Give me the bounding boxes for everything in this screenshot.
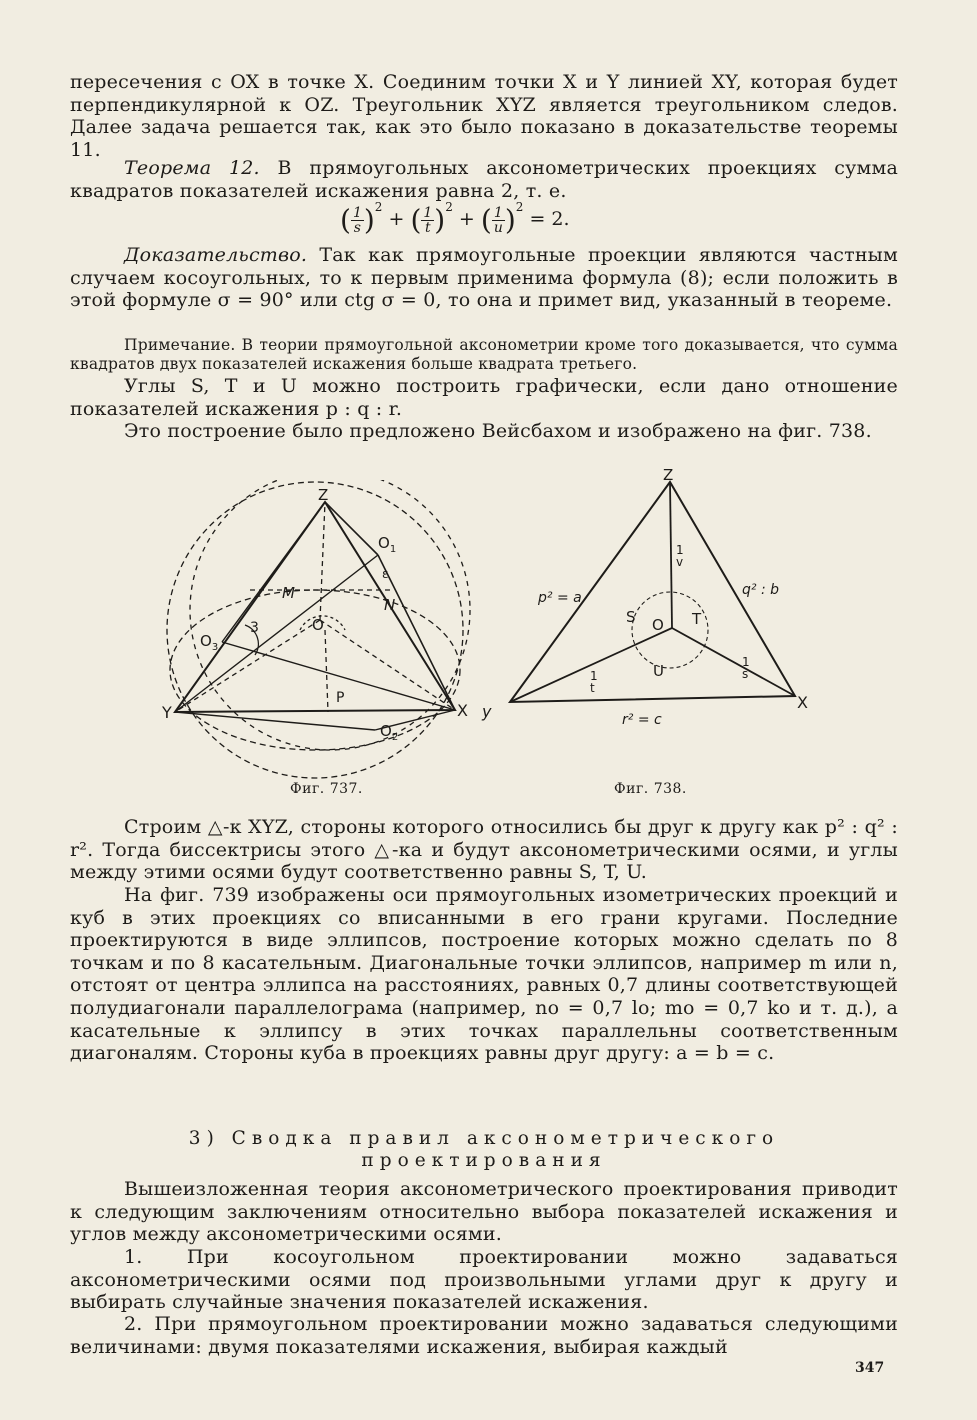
label-o: O [312, 616, 324, 634]
label-r2c: r² = c [622, 712, 662, 728]
label-t: T [692, 610, 702, 628]
label-n: N [384, 596, 396, 614]
axis-oy [175, 620, 320, 712]
label-o: O [652, 616, 664, 634]
proof-text: Так как прямоугольные проекции являются частным случаем косоугольных, то к первым применима формула (8); если положить в этой формуле σ = 90° или ctg σ = 0, то она и примет вид, указанный в теореме. [70, 244, 898, 312]
label-p2a: p² = a [538, 590, 582, 606]
caption-fig-737: Фиг. 737. [290, 781, 363, 797]
label-3: 3 [250, 620, 259, 636]
label-q2b: q² : b [742, 582, 780, 598]
label-inv-v: 1 v [676, 543, 684, 569]
page-number: 347 [855, 1360, 885, 1376]
line-y-o2 [175, 712, 375, 730]
paragraph-intersection [70, 71, 898, 161]
paragraph-text: пересечения с OX в точке X. Соединим точки X и Y линией XY, которая будет перпендикулярной к OZ. Треугольник XYZ является треугольником следов. Далее задача решается так, как это было показано в доказательстве теоремы 11. [70, 71, 898, 161]
paragraph-summary: Вышеизложенная теория аксонометрического проектирования приводит к следующим заключениям относительно выбора показателей искажения и углов между аксонометрическими осями. [70, 1178, 898, 1246]
paragraph-angles: Углы S, T и U можно построить графически, если дано отношение показателей искажения p : q : r. [70, 375, 898, 420]
paragraph-weisbach: Это построение было предложено Вейсбахом и изображено на фиг. 738. [124, 420, 872, 442]
section-heading: 3) Сводка правил аксонометрического проектирования [188, 1128, 780, 1171]
figure-737 [160, 480, 490, 780]
line-o3-z [222, 502, 325, 642]
proof-label: Доказательство. [124, 244, 308, 266]
bisector-z [670, 482, 672, 628]
angle-circle [632, 592, 708, 668]
label-o3: $O_3$ [200, 632, 219, 653]
axis-oz [320, 502, 325, 620]
line-z-o1 [325, 502, 378, 555]
triangle-xyz [175, 502, 455, 712]
theorem-12 [70, 157, 898, 202]
paragraph-construction: Строим △-к XYZ, стороны которого относились бы друг к другу как p² : q² : r². Тогда биссектрисы этого △-ка и будут аксонометрическими осями, и углы между этими осями будут соответственно равны S, T, U. [70, 816, 898, 884]
sum-of-squares-formula: ( $\frac{1}{s}$ )$^2$ + ( $\frac{1}{t}$ )$^2$ + ( $\frac{1}{u}$ )$^2$ = 2. [340, 200, 570, 237]
line-o1-x [378, 555, 455, 710]
dashed-ellipse [170, 590, 460, 750]
label-x: X [797, 693, 808, 712]
label-x: X [457, 701, 468, 720]
label-inv-s: 1 s [742, 655, 750, 681]
caption-fig-738: Фиг. 738. [614, 781, 687, 797]
theorem-label: Теорема 12. [124, 157, 260, 179]
rule-1: 1. При косоугольном проектировании можно задаваться аксонометрическими осями под произвольными углами друг к другу и выбирать случайные значения показателей искажения. [70, 1246, 898, 1314]
label-o2: $O_2$ [380, 722, 399, 743]
label-m: M [282, 584, 295, 602]
paragraph-fig-739: На фиг. 739 изображены оси прямоугольных изометрических проекций и куб в этих проекциях со вписанными в его грани кругами. Последние проектируются в виде эллипсов, построение которых можно сделать по 8 точкам и по 8 касательным. Диагональные точки эллипсов, например m или n, отстоят от центра эллипса на расстояниях, равных 0,7 длины соответствующей полудиагонали параллелограма (например, no = 0,7 lo; mo = 0,7 ko и т. д.), а касательные к эллипсу в этих точках параллельны соответственным диагоналям. Стороны куба в проекциях равны друг другу: a = b = c. [70, 884, 898, 1065]
label-epsilon: ε [382, 567, 389, 581]
note: Примечание. В теории прямоугольной аксонометрии кроме того доказывается, что сумма квадратов двух показателей искажения больше квадрата третьего. [70, 336, 898, 373]
label-s: S [626, 608, 636, 626]
label-inv-t: 1 t [590, 669, 598, 695]
label-o1: $O_1$ [378, 534, 397, 555]
label-u: U [653, 662, 664, 680]
label-p: P [336, 690, 345, 706]
label-y: Y [162, 703, 172, 722]
theorem-text: В прямоугольных аксонометрических проекциях сумма квадратов показателей искажения равна 2, т. е. [70, 157, 898, 202]
label-z: Z [663, 466, 674, 484]
figure-738 [480, 462, 820, 752]
label-y: y [482, 702, 492, 721]
proof [70, 244, 898, 312]
rule-2: 2. При прямоугольном проектировании можно задаваться следующими величинами: двумя показателями искажения, выбирая каждый [70, 1313, 898, 1358]
axis-op [325, 630, 328, 712]
label-z: Z [318, 486, 329, 504]
